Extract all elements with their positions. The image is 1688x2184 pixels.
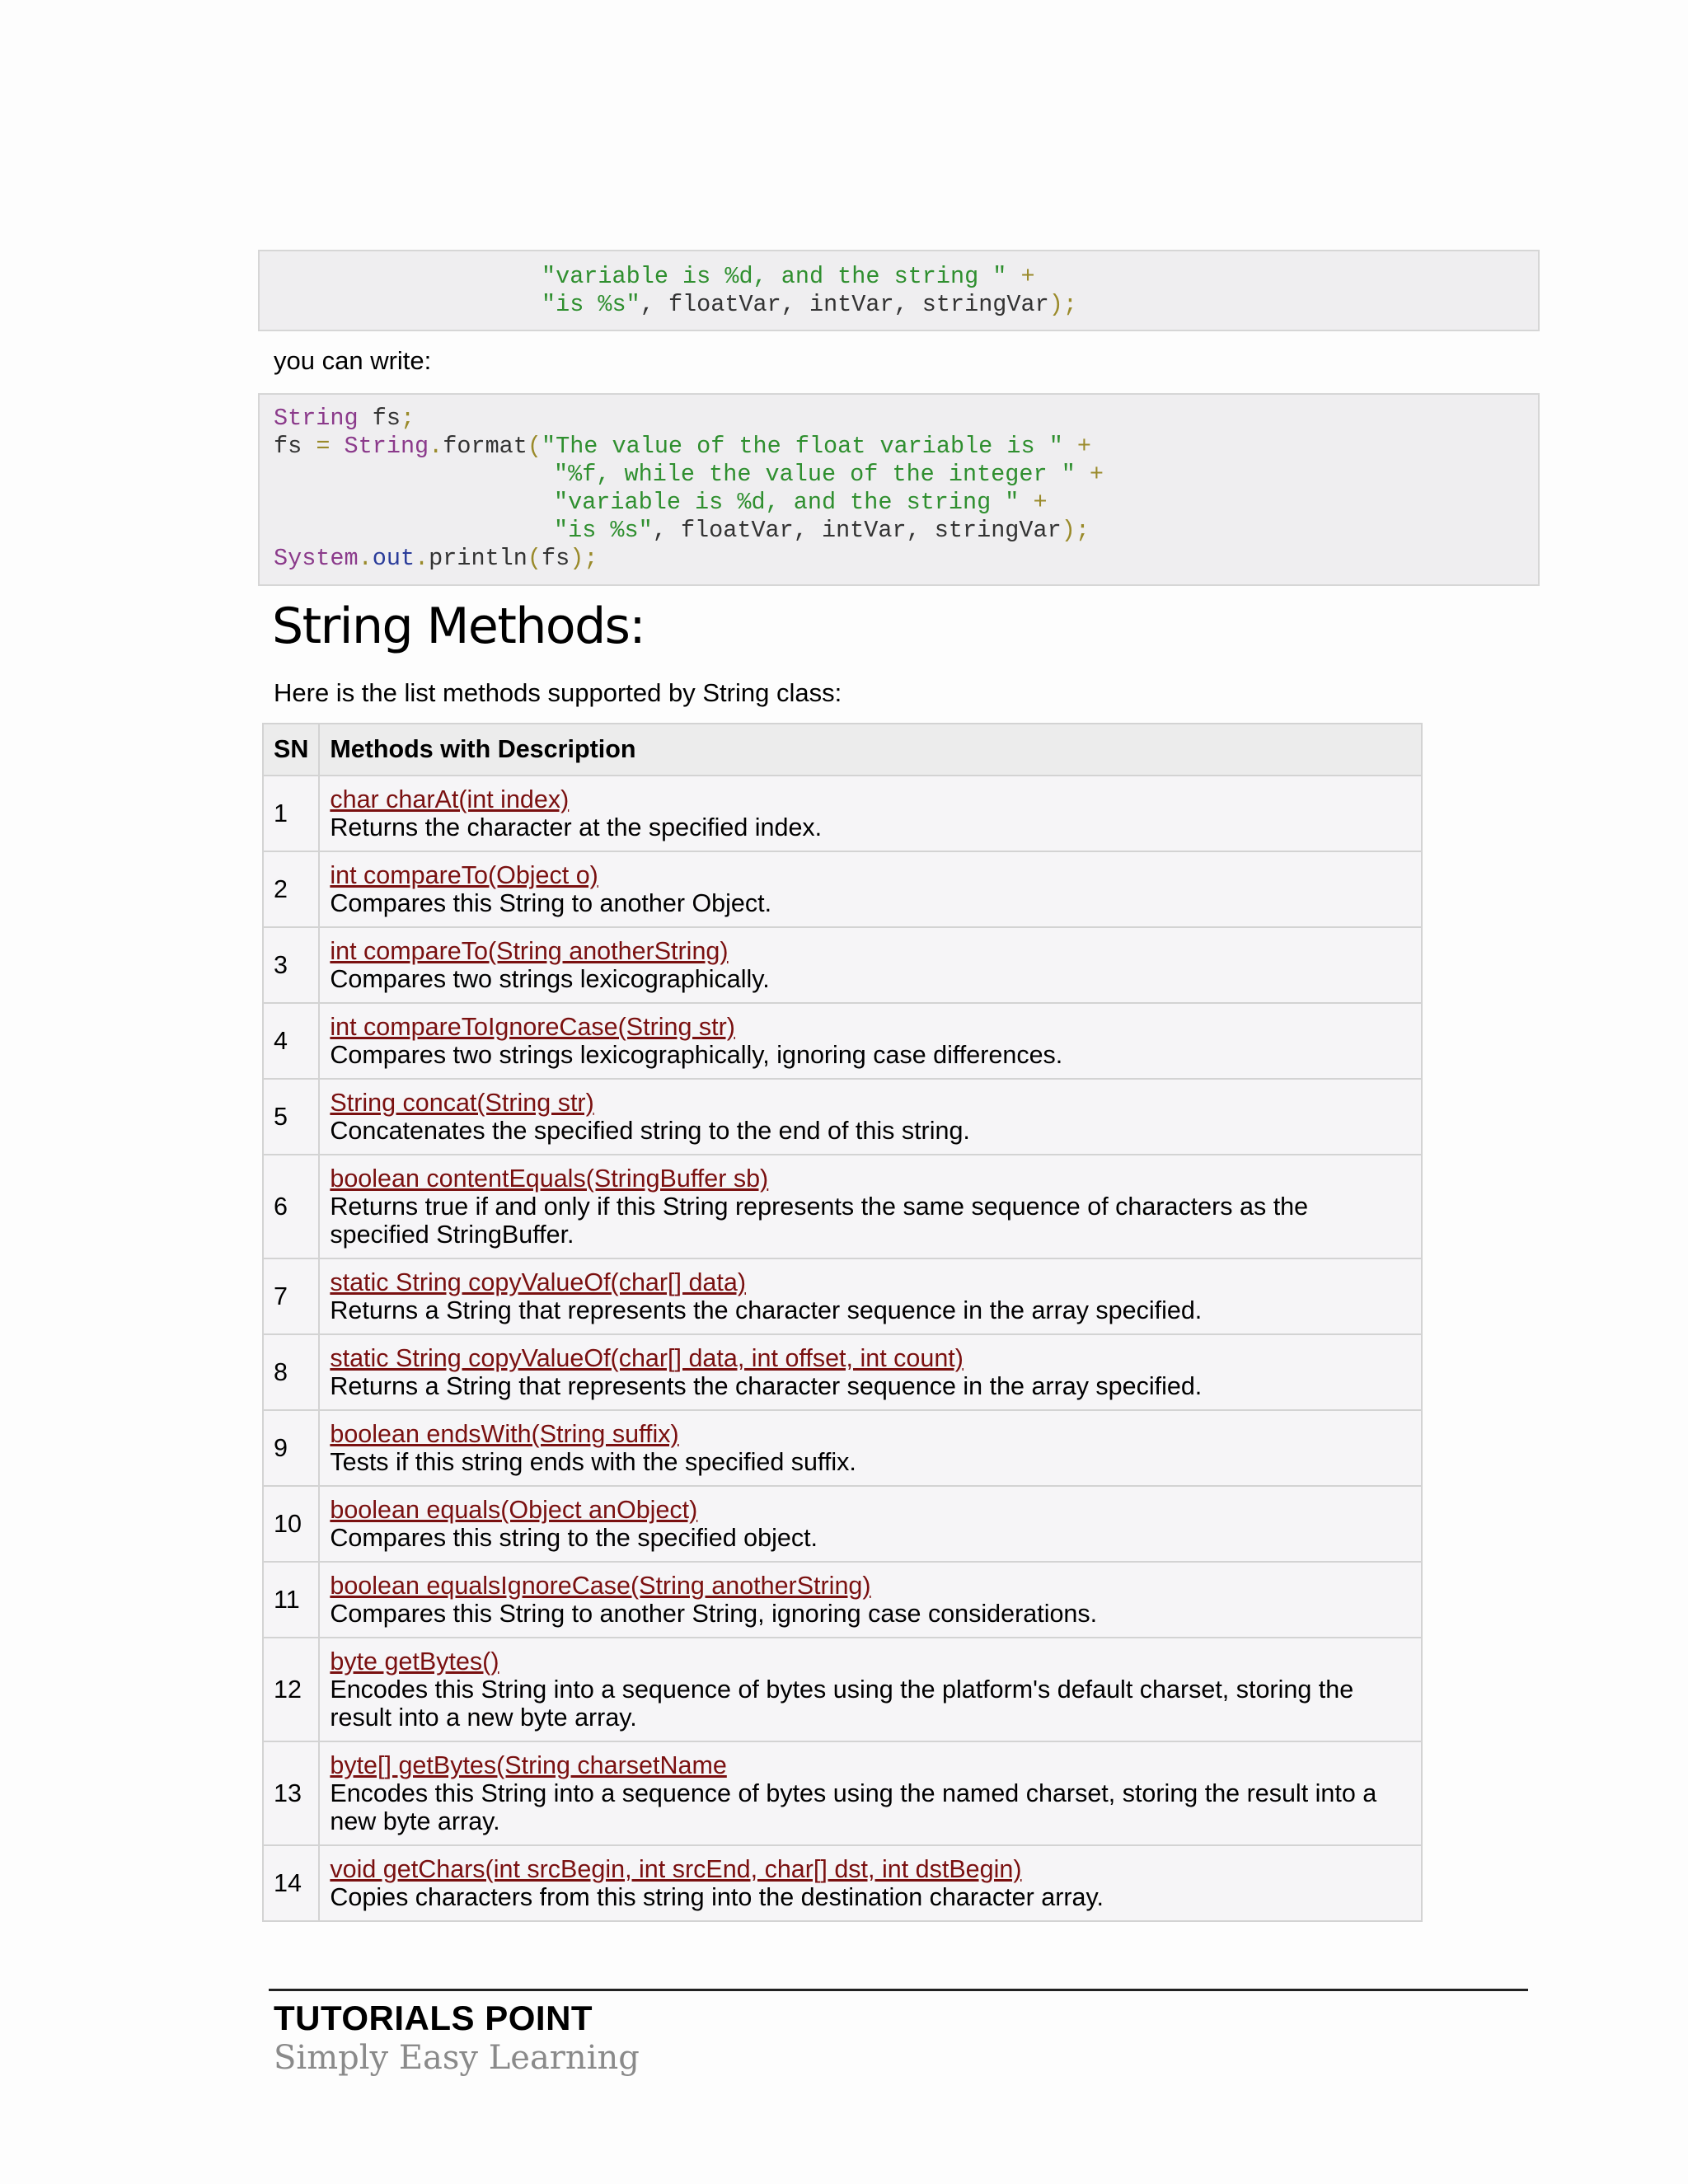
table-row <box>263 1741 1422 1845</box>
row-method-cell <box>319 776 1422 851</box>
table-row <box>263 776 1422 851</box>
code-token: ( <box>527 545 542 572</box>
code-line <box>260 263 1538 291</box>
table-row <box>263 1638 1422 1741</box>
row-sn: 6 <box>263 1155 319 1258</box>
code-token: fs <box>542 545 570 572</box>
code-token: fs <box>358 405 401 432</box>
method-link[interactable]: String concat(String str) <box>330 1089 594 1117</box>
code-token: ); <box>1048 291 1077 318</box>
code-token: + <box>1075 461 1104 488</box>
section-title: String Methods: <box>272 598 645 655</box>
method-description: Compares this string to the specified object. <box>330 1524 818 1552</box>
method-description: Returns true if and only if this String represents the same sequence of characters as the specified StringBuffer. <box>330 1193 1309 1249</box>
code-token: + <box>1019 489 1048 516</box>
method-link[interactable]: boolean endsWith(String suffix) <box>330 1420 679 1448</box>
code-token: fs <box>274 433 316 460</box>
table-row <box>263 1079 1422 1155</box>
table-row <box>263 1410 1422 1486</box>
table-row <box>263 1486 1422 1562</box>
row-sn: 13 <box>263 1741 319 1845</box>
code-token: = <box>316 433 331 460</box>
code-token: . <box>429 433 443 460</box>
code-token: + <box>1062 433 1092 460</box>
table-row <box>263 1845 1422 1921</box>
row-sn: 10 <box>263 1486 319 1562</box>
row-method-cell <box>319 1258 1422 1334</box>
method-link[interactable]: static String copyValueOf(char[] data, int offset, int count) <box>330 1344 964 1372</box>
method-description: Compares two strings lexicographically. <box>330 965 770 993</box>
code-block-string-format <box>258 393 1540 586</box>
method-link[interactable]: int compareTo(Object o) <box>330 861 598 889</box>
code-token: ); <box>1061 517 1090 544</box>
table-row <box>263 851 1422 927</box>
method-description: Concatenates the specified string to the end of this string. <box>330 1117 970 1145</box>
method-description: Returns a String that represents the character sequence in the array specified. <box>330 1296 1203 1324</box>
row-sn: 5 <box>263 1079 319 1155</box>
row-method-cell <box>319 1079 1422 1155</box>
row-method-cell <box>319 1741 1422 1845</box>
row-method-cell <box>319 1155 1422 1258</box>
row-method-cell <box>319 1486 1422 1562</box>
code-line <box>274 461 1538 489</box>
row-sn: 12 <box>263 1638 319 1741</box>
code-token <box>330 433 344 460</box>
row-method-cell <box>319 1562 1422 1638</box>
row-sn: 8 <box>263 1334 319 1410</box>
footer-tagline: Simply Easy Learning <box>274 2039 640 2077</box>
method-description: Compares this String to another Object. <box>330 889 772 917</box>
row-sn: 11 <box>263 1562 319 1638</box>
row-method-cell <box>319 927 1422 1003</box>
method-description: Copies characters from this string into the destination character array. <box>330 1883 1104 1911</box>
code-token: "The value of the float variable is " <box>542 433 1063 460</box>
method-link[interactable]: boolean contentEquals(StringBuffer sb) <box>330 1165 769 1193</box>
method-description: Returns the character at the specified index. <box>330 813 823 841</box>
code-token: , floatVar, intVar, stringVar <box>652 517 1062 544</box>
method-link[interactable]: void getChars(int srcBegin, int srcEnd, char[] dst, int dstBegin) <box>330 1855 1022 1883</box>
footer-brand: TUTORIALS POINT <box>274 1999 593 2037</box>
code-line <box>274 545 1538 573</box>
code-token: ( <box>527 433 542 460</box>
code-token: ; <box>400 405 415 432</box>
table-row <box>263 927 1422 1003</box>
string-methods-table <box>262 723 1423 1922</box>
header-methods: Methods with Description <box>319 724 1422 776</box>
table-header-row <box>263 724 1422 776</box>
table-body <box>263 776 1422 1921</box>
table-row <box>263 1155 1422 1258</box>
code-token: . <box>358 545 373 572</box>
table-row <box>263 1334 1422 1410</box>
code-token: + <box>1006 263 1035 290</box>
row-sn: 3 <box>263 927 319 1003</box>
method-link[interactable]: int compareToIgnoreCase(String str) <box>330 1013 735 1041</box>
method-link[interactable]: byte[] getBytes(String charsetName <box>330 1751 727 1779</box>
intro-text: Here is the list methods supported by String class: <box>274 678 842 707</box>
row-method-cell <box>319 1410 1422 1486</box>
header-sn: SN <box>263 724 319 776</box>
row-method-cell <box>319 1003 1422 1079</box>
row-sn: 9 <box>263 1410 319 1486</box>
code-token: , floatVar, intVar, stringVar <box>640 291 1049 318</box>
code-token: out <box>372 545 415 572</box>
row-method-cell <box>319 1845 1422 1921</box>
code-token: println <box>429 545 528 572</box>
code-line <box>260 291 1538 319</box>
code-token: "variable is %d, and the string " <box>542 263 1007 290</box>
row-sn: 14 <box>263 1845 319 1921</box>
method-description: Compares this String to another String, ignoring case considerations. <box>330 1600 1098 1628</box>
code-token: "is %s" <box>542 291 640 318</box>
code-line <box>274 489 1538 517</box>
you-can-write-text: you can write: <box>274 346 432 375</box>
code-token: format <box>443 433 528 460</box>
footer-divider <box>269 1989 1528 1991</box>
code-block-format-continuation <box>258 250 1540 331</box>
code-line <box>274 433 1538 461</box>
method-description: Encodes this String into a sequence of bytes using the named charset, storing the result into a new byte array. <box>330 1779 1377 1835</box>
row-sn: 2 <box>263 851 319 927</box>
code-token: "is %s" <box>554 517 653 544</box>
row-sn: 4 <box>263 1003 319 1079</box>
method-description: Encodes this String into a sequence of bytes using the platform's default charset, storing the result into a new byte array. <box>330 1675 1354 1732</box>
row-sn: 7 <box>263 1258 319 1334</box>
code-line <box>274 405 1538 433</box>
row-sn: 1 <box>263 776 319 851</box>
method-link[interactable]: boolean equalsIgnoreCase(String anotherString) <box>330 1572 871 1600</box>
code-token: System <box>274 545 359 572</box>
code-token: "variable is %d, and the string " <box>554 489 1020 516</box>
code-token: String <box>344 433 429 460</box>
code-token: String <box>274 405 359 432</box>
table-row <box>263 1258 1422 1334</box>
row-method-cell <box>319 1638 1422 1741</box>
code-token: "%f, while the value of the integer " <box>554 461 1076 488</box>
method-link[interactable]: boolean equals(Object anObject) <box>330 1496 698 1524</box>
method-link[interactable]: char charAt(int index) <box>330 785 570 813</box>
table-row <box>263 1562 1422 1638</box>
method-description: Compares two strings lexicographically, ignoring case differences. <box>330 1041 1063 1069</box>
table-row <box>263 1003 1422 1079</box>
row-method-cell <box>319 851 1422 927</box>
method-description: Returns a String that represents the character sequence in the array specified. <box>330 1372 1203 1400</box>
code-token: ); <box>570 545 598 572</box>
method-link[interactable]: byte getBytes() <box>330 1647 499 1675</box>
code-line <box>274 517 1538 545</box>
method-link[interactable]: static String copyValueOf(char[] data) <box>330 1268 746 1296</box>
method-link[interactable]: int compareTo(String anotherString) <box>330 937 729 965</box>
code-token: . <box>415 545 429 572</box>
method-description: Tests if this string ends with the specified suffix. <box>330 1448 856 1476</box>
row-method-cell <box>319 1334 1422 1410</box>
